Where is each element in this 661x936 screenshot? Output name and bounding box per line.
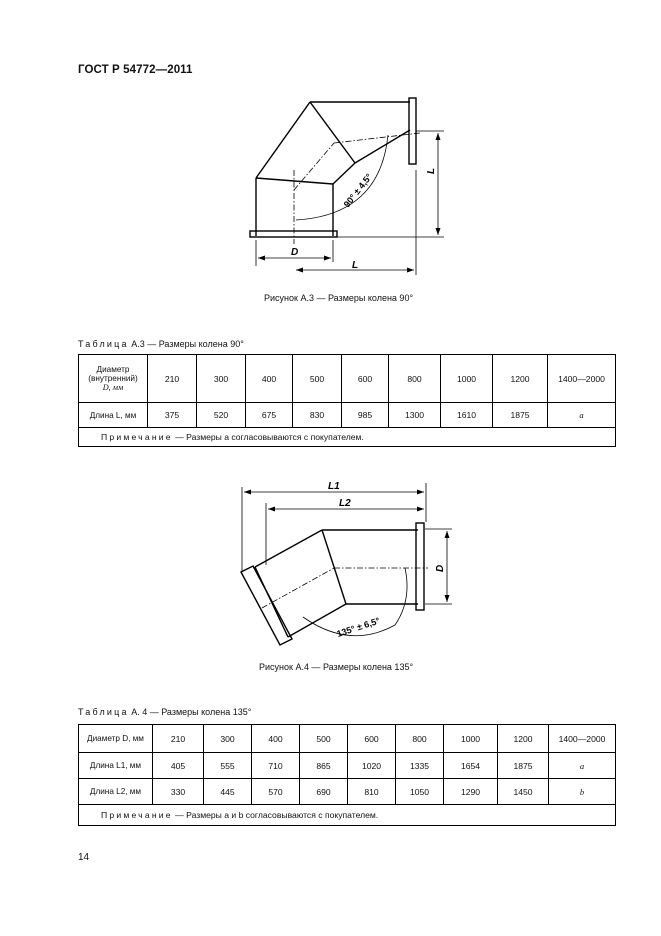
elbow135-angle-label: 135° ± 6,5°: [335, 615, 382, 639]
table-a4-row-note: [79, 805, 616, 826]
table-cell: 1020: [348, 753, 396, 779]
page-number: 14: [78, 852, 90, 863]
table-cell: 400: [252, 725, 300, 753]
elbow135-side-flange: [416, 523, 424, 610]
table-cell: 1050: [396, 779, 444, 805]
elbow90-outer-edge: [256, 102, 310, 178]
table-cell: 1200: [493, 355, 548, 403]
elbow135-label-L1: L1: [328, 481, 340, 492]
table-cell: 1300: [389, 403, 441, 428]
elbow90-angle-label: 90° ± 4,5°: [341, 171, 375, 210]
elbow90-segment-seam: [256, 178, 333, 184]
figure-elbow-90: [230, 90, 470, 275]
table-a4: [78, 724, 616, 826]
table-cell: 1400—2000: [548, 355, 616, 403]
table-a4-row-diameter: [79, 725, 616, 753]
table-a4-caption: [78, 707, 251, 717]
elbow90-inner-edge: [355, 130, 410, 163]
table-a4-caption-prefix: Таблица: [78, 707, 129, 717]
figure-caption-a4: Рисунок А.4 — Размеры колена 135°: [259, 662, 414, 672]
table-a4-row-head-diameter: Диаметр D, мм: [79, 725, 153, 753]
table-cell: b: [549, 779, 616, 805]
table-cell: 1875: [498, 753, 549, 779]
table-cell: 810: [348, 779, 396, 805]
elbow90-side-flange: [409, 98, 416, 164]
table-cell: 1335: [396, 753, 444, 779]
table-a3-row-head-length: Длина L, мм: [79, 403, 148, 428]
table-cell: 1400—2000: [549, 725, 616, 753]
elbow90-label-L-side: L: [426, 167, 437, 174]
elbow90-label-L-bottom: L: [352, 260, 359, 271]
table-a3-row-note: [79, 428, 616, 447]
table-cell: 555: [204, 753, 252, 779]
elbow135-label-D: D: [435, 564, 446, 572]
table-a4-row-l2: [79, 779, 616, 805]
table-cell: 830: [293, 403, 342, 428]
document-header: ГОСТ Р 54772—2011: [78, 64, 193, 76]
table-cell: 300: [197, 355, 246, 403]
table-cell: 500: [293, 355, 342, 403]
table-cell: 375: [148, 403, 197, 428]
table-cell: 1000: [444, 725, 498, 753]
table-cell: 330: [153, 779, 204, 805]
table-cell: 1654: [444, 753, 498, 779]
table-cell: 500: [300, 725, 348, 753]
table-cell: 570: [252, 779, 300, 805]
elbow90-seam-2: [333, 163, 355, 184]
table-cell: 865: [300, 753, 348, 779]
elbow135-outer-edge: [255, 530, 322, 567]
table-a3-caption-text: А.3 — Размеры колена 90°: [131, 339, 244, 349]
table-cell: 600: [348, 725, 396, 753]
table-cell: 1450: [498, 779, 549, 805]
table-cell: 710: [252, 753, 300, 779]
table-a4-row-l1: [79, 753, 616, 779]
table-cell: 800: [389, 355, 441, 403]
table-cell: 690: [300, 779, 348, 805]
table-cell: 445: [204, 779, 252, 805]
elbow90-axis-horizontal: [334, 133, 420, 143]
table-a3-caption: [78, 339, 244, 349]
table-a3-row-diameter: [79, 355, 616, 403]
table-a3-caption-prefix: Таблица: [78, 339, 129, 349]
elbow135-axis-diagonal: [262, 568, 334, 608]
table-cell: 1200: [498, 725, 549, 753]
table-a4-caption-text: А. 4 — Размеры колена 135°: [131, 707, 252, 717]
table-a3: [78, 354, 616, 447]
table-cell: 1875: [493, 403, 548, 428]
elbow90-inner-seam: [310, 102, 355, 163]
table-a3-note: Примечание — Размеры a согласовываются с покупателем.: [79, 428, 616, 447]
elbow90-label-D: D: [291, 247, 299, 258]
elbow135-seam-1: [322, 530, 346, 604]
figure-elbow-135: [230, 470, 470, 650]
table-cell: 405: [153, 753, 204, 779]
table-cell: 800: [396, 725, 444, 753]
table-cell: 985: [342, 403, 389, 428]
elbow90-bottom-flange: [250, 231, 337, 237]
figure-caption-a3: Рисунок А.3 — Размеры колена 90°: [264, 293, 414, 303]
table-a4-note: Примечание — Размеры a и b согласовываются с покупателем.: [79, 805, 616, 826]
elbow90-angle-arc: [296, 135, 388, 220]
table-a4-row-head-l1: Длина L1, мм: [79, 753, 153, 779]
table-cell: 600: [342, 355, 389, 403]
elbow135-label-L2: L2: [339, 498, 351, 509]
table-cell: 520: [197, 403, 246, 428]
table-cell: 1610: [441, 403, 493, 428]
table-cell: 675: [246, 403, 293, 428]
table-a3-row-head-diameter: Диаметр (внутренний) D, мм: [79, 355, 148, 403]
table-cell: 210: [153, 725, 204, 753]
table-cell: 400: [246, 355, 293, 403]
table-cell: a: [548, 403, 616, 428]
table-a4-row-head-l2: Длина L2, мм: [79, 779, 153, 805]
table-a3-row-length: [79, 403, 616, 428]
table-cell: a: [549, 753, 616, 779]
table-cell: 1000: [441, 355, 493, 403]
table-cell: 300: [204, 725, 252, 753]
table-cell: 210: [148, 355, 197, 403]
table-cell: 1290: [444, 779, 498, 805]
